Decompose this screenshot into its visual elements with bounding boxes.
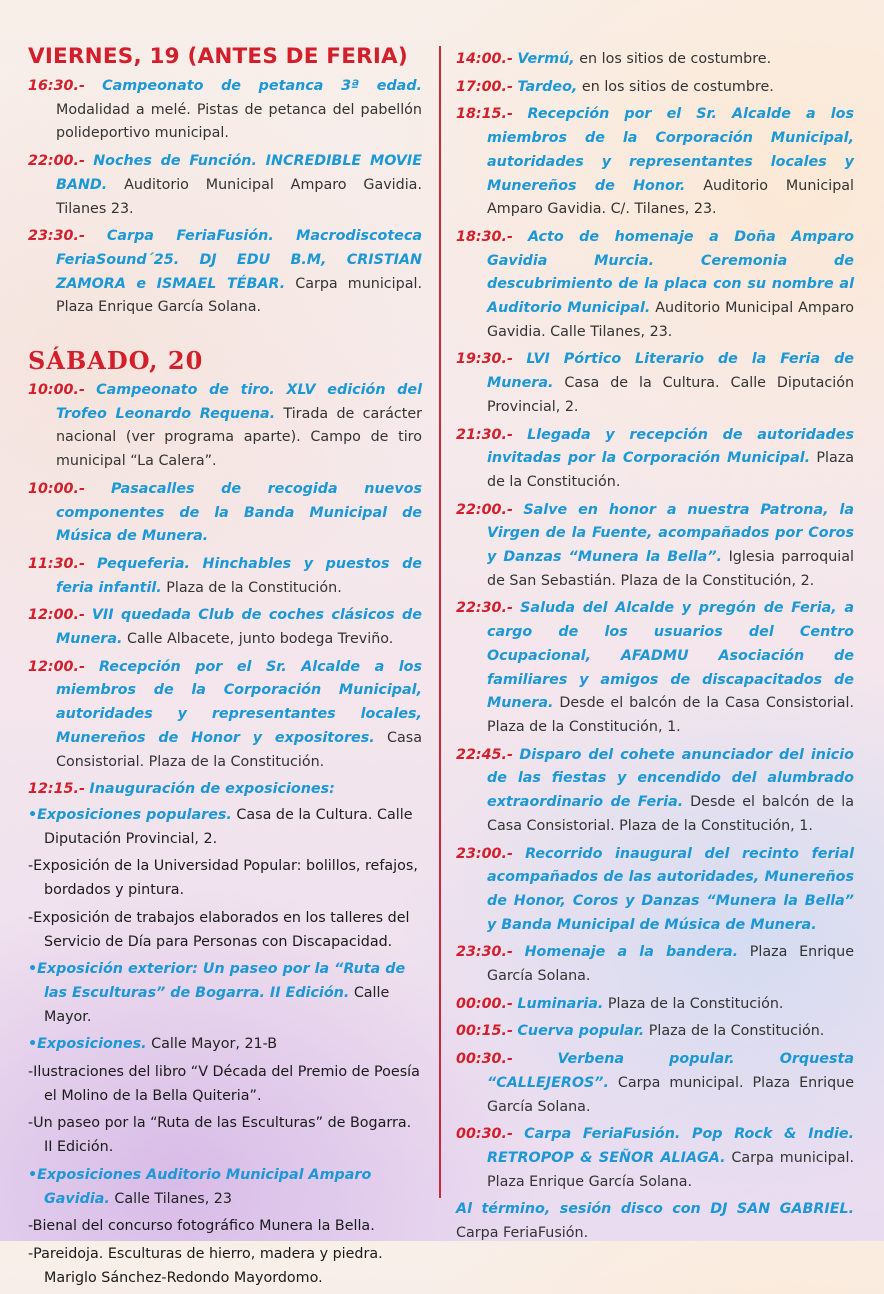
exhibition-item: -Exposición de trabajos elaborados en los talleres del Servicio de Día para Personas con Discapacidad. <box>28 909 410 950</box>
entry-detail: Tirada de carácter nacional (ver programa aparte). Campo de tiro municipal “La Calera”. <box>56 405 422 470</box>
schedule-entry <box>456 1020 854 1044</box>
entry-title: Inauguración de exposiciones: <box>89 781 335 798</box>
entry-time: 12:00.- <box>28 658 85 675</box>
exhibition-item <box>28 958 422 1029</box>
entry-time: 00:30.- <box>456 1126 513 1143</box>
schedule-entry <box>456 103 854 222</box>
exhibition-detail: Calle Tilanes, 23 <box>114 1190 232 1207</box>
entry-detail: Desde el balcón de la Casa Consistorial. Plaza de la Constitución, 1. <box>487 695 854 735</box>
friday-list <box>28 75 422 320</box>
entry-title: Vermú, <box>517 51 575 67</box>
entry-detail: Carpa municipal. Plaza Enrique García Solana. <box>56 275 422 316</box>
entry-title: Cuerva popular. <box>517 1023 645 1040</box>
entry-title: Noches de Función. INCREDIBLE MOVIE BAND. <box>56 153 422 193</box>
schedule-entry <box>456 843 854 938</box>
entry-title: Recepción por el Sr. Alcalde a los miembros de la Corporación Municipal, autoridades y representantes locales, Munereños de Honor y expositores. <box>56 658 422 746</box>
exhibition-item: -Pareidoja. Esculturas de hierro, madera y piedra. Mariglo Sánchez-Redondo Mayordomo. <box>28 1245 383 1286</box>
schedule-entry <box>28 778 422 802</box>
entry-time: 12:15.- <box>28 781 85 798</box>
entry-title: Carpa FeriaFusión. Pop Rock & Indie. RETROPOP & SEÑOR ALIAGA. <box>487 1126 854 1166</box>
exhibition-item <box>28 1033 422 1057</box>
entry-time: 23:30.- <box>28 228 85 245</box>
entry-time: 18:15.- <box>456 106 513 123</box>
schedule-entry <box>28 478 422 549</box>
entry-title: Salve en honor a nuestra Patrona, la Virgen de la Fuente, acompañados por Coros y Danzas “Munera la Bella”. <box>487 501 854 566</box>
entry-time: 12:00.- <box>28 607 85 624</box>
entry-detail: Modalidad a melé. Pistas de petanca del pabellón polideportivo municipal. <box>56 101 422 142</box>
entry-time: 22:00.- <box>456 501 513 518</box>
entry-detail: Calle Albacete, junto bodega Treviño. <box>126 631 394 648</box>
entry-time: 22:30.- <box>456 600 513 617</box>
exhibitions-list <box>28 804 422 1290</box>
entry-detail: Casa Consistorial. Plaza de la Constitución. <box>56 729 422 770</box>
entry-detail: Desde el balcón de la Casa Consistorial. Plaza de la Constitución, 1. <box>487 794 855 834</box>
schedule-entry <box>456 424 854 495</box>
schedule-entry <box>456 941 854 988</box>
schedule-entry <box>28 553 422 600</box>
entry-time: 10:00.- <box>28 480 85 497</box>
exhibition-title: •Exposiciones populares. <box>28 806 232 823</box>
entry-detail: Plaza Enrique García Solana. <box>487 944 854 985</box>
schedule-entry <box>456 993 854 1017</box>
schedule-entry <box>456 1123 854 1194</box>
entry-title: Llegada y recepción de autoridades invitadas por la Corporación Municipal. <box>487 426 854 467</box>
entry-title: Recorrido inaugural del recinto ferial acompañados de las autoridades, Munereños de Honor, Coros y Danzas “Munera la Bella” y Banda Municipal de Música de Munera. <box>487 845 854 933</box>
schedule-entry <box>456 48 854 72</box>
exhibition-detail: Calle Mayor, 21-B <box>151 1036 278 1053</box>
entry-time: 16:30.- <box>28 78 85 94</box>
schedule-entry <box>456 499 854 594</box>
schedule-entry <box>28 379 422 474</box>
closing-detail: Carpa FeriaFusión. <box>456 1225 589 1242</box>
exhibition-detail: Casa de la Cultura. Calle Diputación Provincial, 2. <box>44 806 413 847</box>
entry-title: Verbena popular. Orquesta “CALLEJEROS”. <box>487 1051 854 1091</box>
entry-detail: en los sitios de costumbre. <box>581 78 774 95</box>
entry-time: 17:00.- <box>456 78 513 95</box>
schedule-entry <box>28 150 422 221</box>
exhibition-title: •Exposiciones. <box>28 1036 147 1053</box>
friday-heading: VIERNES, 19 (ANTES DE FERIA) <box>28 44 408 69</box>
saturday-heading: SÁBADO, 20 <box>28 346 204 376</box>
entry-title: Homenaje a la bandera. <box>524 944 739 961</box>
left-column <box>28 44 422 1294</box>
schedule-entry <box>456 744 854 839</box>
entry-title: Luminaria. <box>517 995 604 1012</box>
right-column <box>456 48 854 1250</box>
entry-detail: Plaza de la Constitución. <box>648 1023 825 1040</box>
saturday-list <box>28 379 422 802</box>
schedule-entry <box>456 76 854 100</box>
entry-time: 19:30.- <box>456 351 513 368</box>
entry-title: Campeonato de tiro. XLV edición del Trofeo Leonardo Requena. <box>56 382 422 422</box>
entry-title: Recepción por el Sr. Alcalde a los miembros de la Corporación Municipal, autoridades y representantes locales y Munereños de Honor. <box>487 106 855 194</box>
entry-time: 11:30.- <box>28 555 85 572</box>
closing-note <box>456 1198 854 1245</box>
entry-detail: Plaza de la Constitución. <box>607 995 784 1012</box>
column-divider <box>439 46 441 1198</box>
entry-detail: Auditorio Municipal Amparo Gavidia. C/. Tilanes, 23. <box>487 177 855 218</box>
exhibition-title: •Exposiciones Auditorio Municipal Amparo Gavidia. <box>28 1166 372 1207</box>
exhibition-item: -Bienal del concurso fotográfico Munera la Bella. <box>28 1218 375 1235</box>
schedule-entry <box>456 348 854 419</box>
entry-title: Pequeferia. Hinchables y puestos de feria infantil. <box>56 555 422 596</box>
entry-title: Pasacalles de recogida nuevos componentes de la Banda Municipal de Música de Munera. <box>56 480 422 545</box>
entry-title: Acto de homenaje a Doña Amparo Gavidia Murcia. Ceremonia de descubrimiento de la placa con su nombre al Auditorio Municipal. <box>487 228 854 317</box>
entry-title: Disparo del cohete anunciador del inicio de las fiestas y encendido del alumbrado extraordinario de Feria. <box>487 746 854 811</box>
entry-detail: Casa de la Cultura. Calle Diputación Provincial, 2. <box>487 375 855 415</box>
entry-title: Tardeo, <box>517 78 578 95</box>
exhibition-detail: Calle Mayor. <box>44 984 390 1025</box>
schedule-entry <box>28 656 422 775</box>
entry-time: 23:30.- <box>456 944 513 961</box>
entry-time: 22:00.- <box>28 153 85 170</box>
entry-detail: Carpa municipal. Plaza Enrique García Solana. <box>487 1074 855 1115</box>
entry-time: 14:00.- <box>456 51 513 67</box>
closing-title: Al término, sesión disco con DJ SAN GABRIEL. <box>456 1201 854 1218</box>
entry-time: 18:30.- <box>456 228 513 245</box>
entry-title: Carpa FeriaFusión. Macrodiscoteca FeriaSound´25. DJ EDU B.M, CRISTIAN ZAMORA e ISMAEL TÉBAR. <box>56 228 422 292</box>
entry-time: 00:15.- <box>456 1023 513 1040</box>
entry-title: VII quedada Club de coches clásicos de Munera. <box>56 607 422 648</box>
entry-time: 22:45.- <box>456 746 513 763</box>
entry-detail: en los sitios de costumbre. <box>579 51 772 67</box>
entry-detail: Auditorio Municipal Amparo Gavidia. Calle Tilanes, 23. <box>487 300 855 340</box>
exhibition-item: -Exposición de la Universidad Popular: bolillos, refajos, bordados y pintura. <box>28 858 418 899</box>
entry-title: Saluda del Alcalde y pregón de Feria, a cargo de los usuarios del Centro Ocupacional, AFADMU Asociación de familiares y amigos de discapacitados de Munera. <box>487 600 854 712</box>
schedule-entry <box>456 226 854 345</box>
exhibition-item <box>28 804 422 851</box>
entry-time: 21:30.- <box>456 426 513 443</box>
schedule-entry <box>456 597 854 739</box>
entry-detail: Plaza de la Constitución. <box>166 579 342 596</box>
entry-time: 00:30.- <box>456 1051 513 1068</box>
entry-detail: Plaza de la Constitución. <box>487 450 854 490</box>
entry-time: 23:00.- <box>456 845 513 862</box>
exhibition-title: •Exposición exterior: Un paseo por la “Ruta de las Esculturas” de Bogarra. II Edición. <box>28 961 406 1001</box>
schedule-entry <box>28 604 422 651</box>
entry-detail: Carpa municipal. Plaza Enrique García Solana. <box>487 1149 854 1190</box>
exhibition-item: -Ilustraciones del libro “V Década del Premio de Poesía el Molino de la Bella Quiteria”. <box>28 1064 420 1104</box>
entry-title: LVI Pórtico Literario de la Feria de Munera. <box>487 351 854 392</box>
entry-detail: Iglesia parroquial de San Sebastián. Plaza de la Constitución, 2. <box>487 549 855 589</box>
exhibition-item <box>28 1164 422 1211</box>
schedule-entry <box>28 225 422 320</box>
exhibition-item: -Un paseo por la “Ruta de las Esculturas” de Bogarra. II Edición. <box>28 1115 412 1156</box>
entry-detail: Auditorio Municipal Amparo Gavidia. Tilanes 23. <box>56 176 422 217</box>
entry-time: 10:00.- <box>28 382 85 399</box>
entry-time: 00:00.- <box>456 995 513 1012</box>
schedule-entry <box>456 1048 854 1119</box>
entry-title: Campeonato de petanca 3ª edad. <box>102 78 422 94</box>
schedule-entry <box>28 75 422 146</box>
